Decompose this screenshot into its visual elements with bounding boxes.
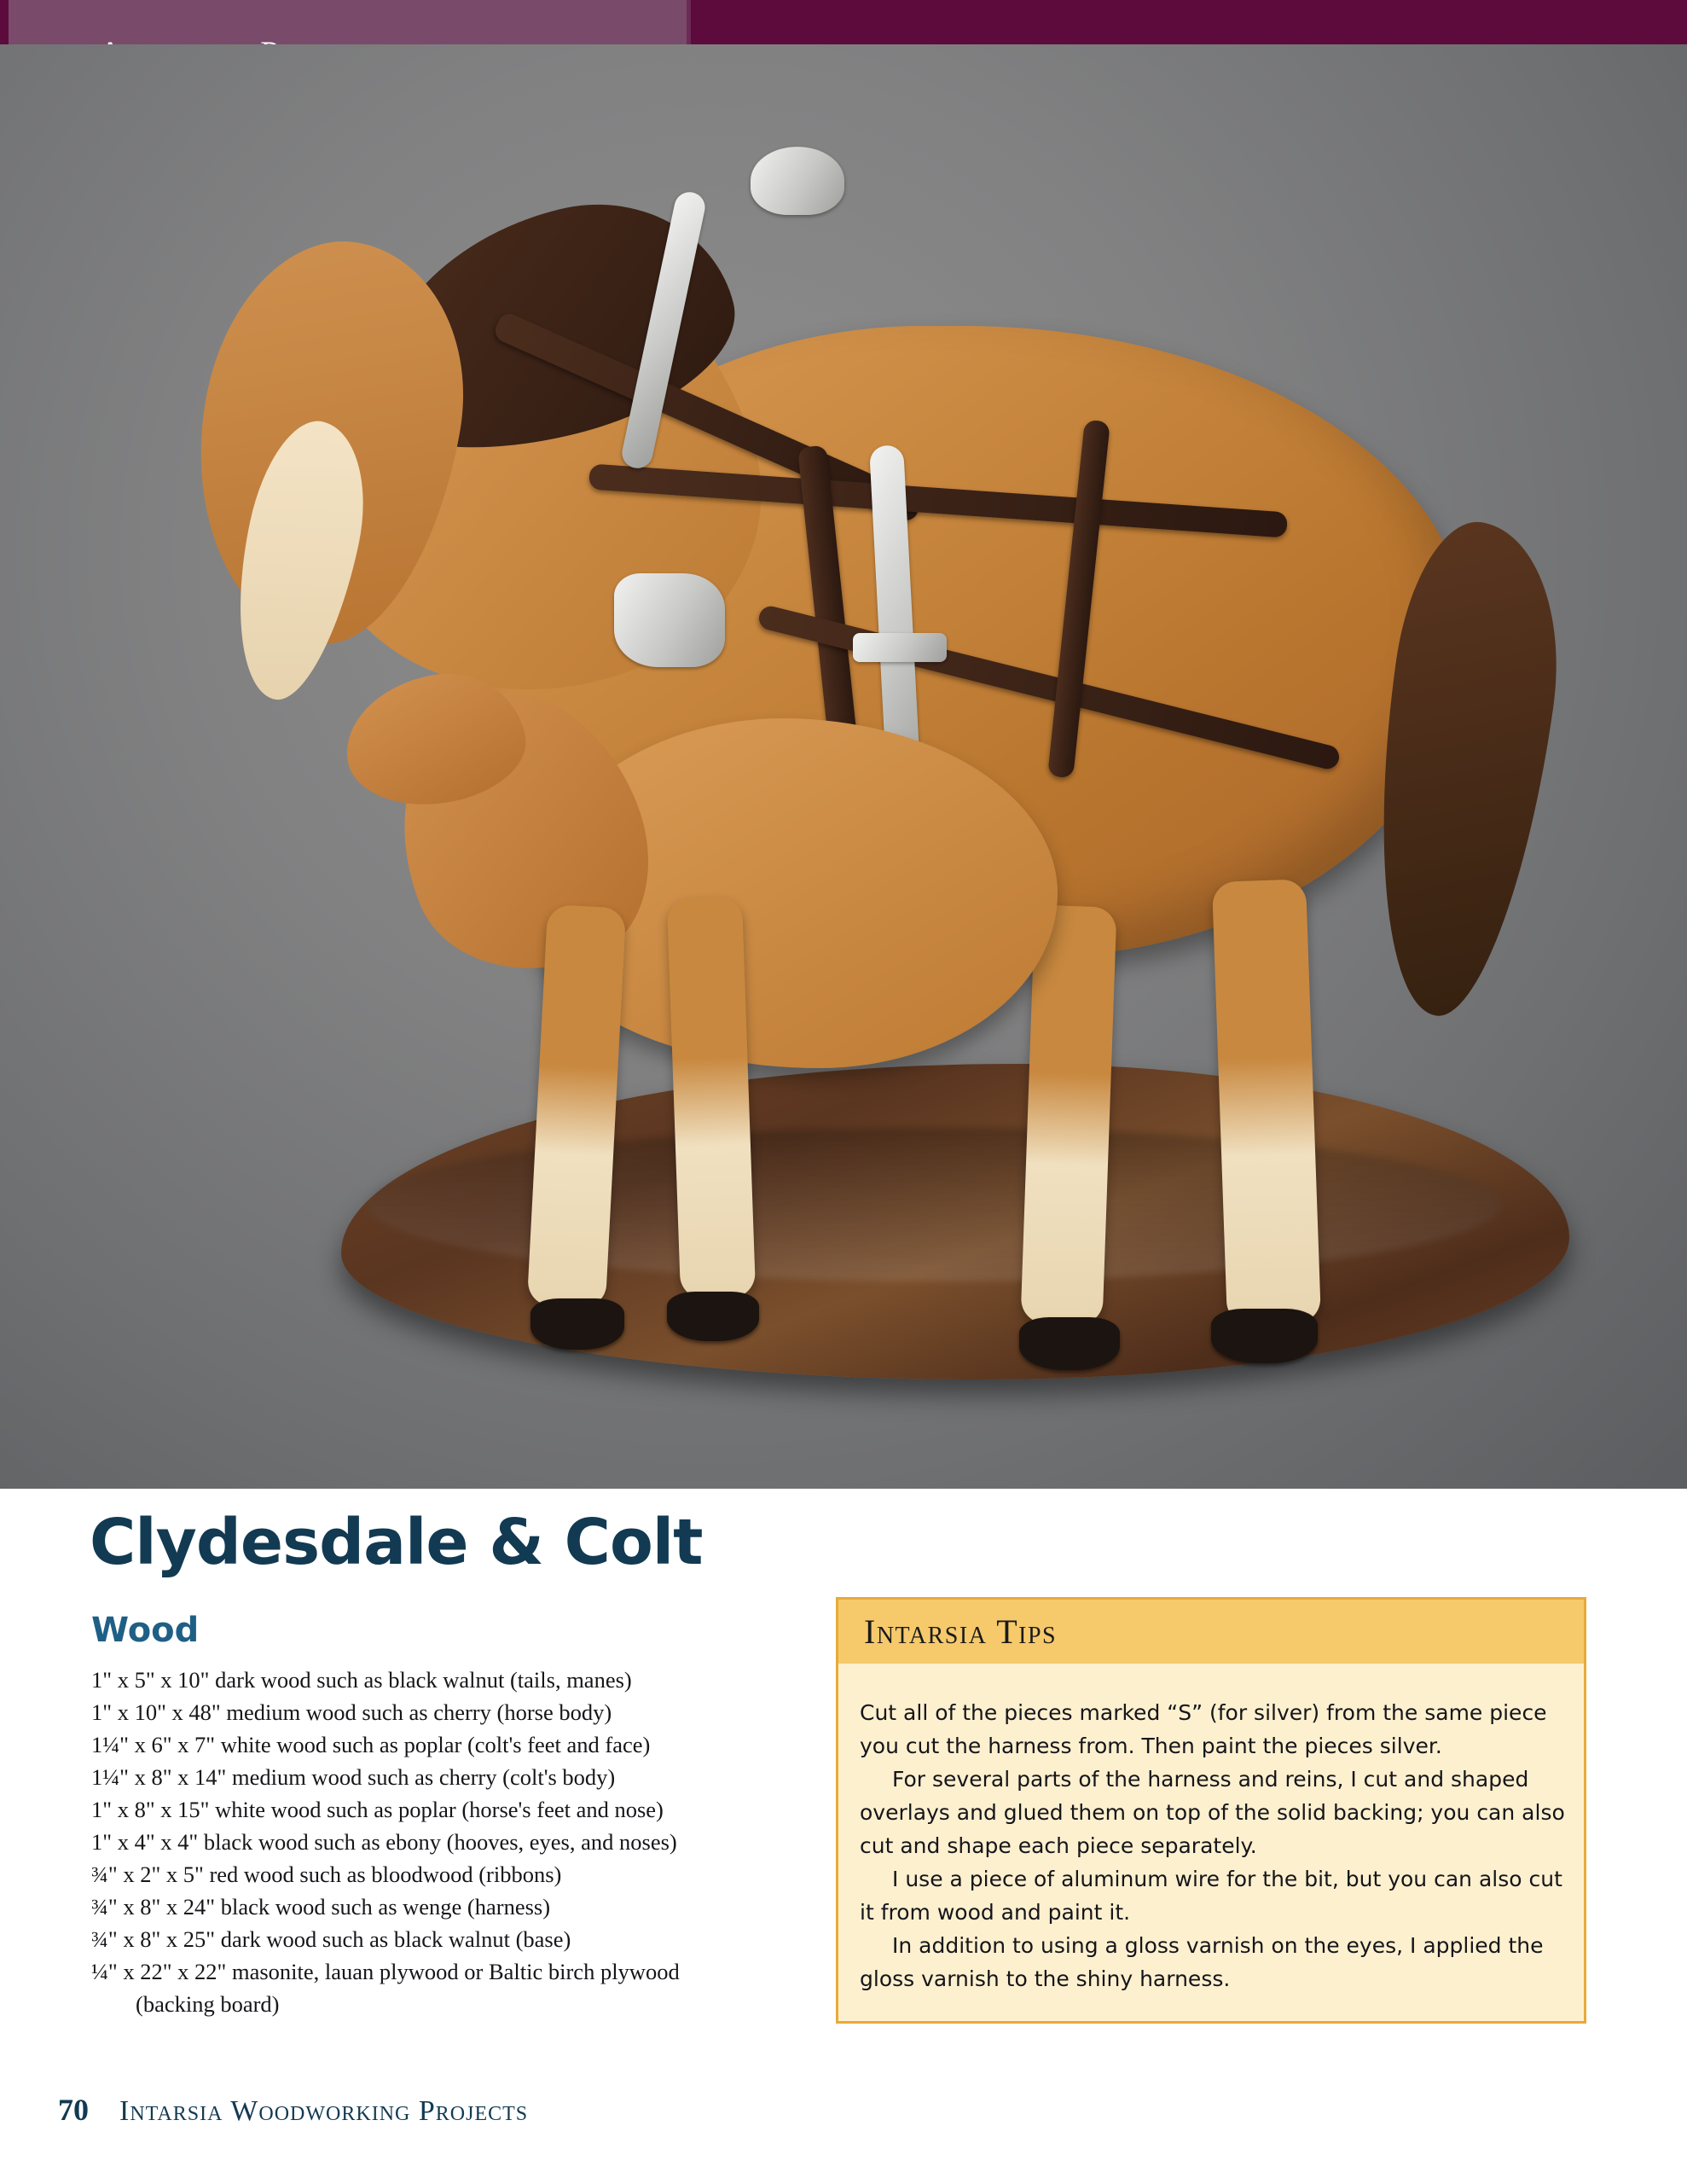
list-item: 1" x 8" x 15" white wood such as poplar (horse's feet and nose)	[91, 1797, 664, 1822]
list-item-continuation: (backing board)	[136, 1991, 280, 2017]
intarsia-tips-body	[860, 1696, 1568, 1995]
intarsia-tips-header	[836, 1597, 1586, 1664]
colt-hoof-shape	[530, 1298, 624, 1350]
tips-paragraph: I use a piece of aluminum wire for the bit, but you can also cut it from wood and paint it.	[860, 1867, 1562, 1925]
colt-leg-shape	[667, 897, 756, 1300]
list-item: 1" x 4" x 4" black wood such as ebony (hooves, eyes, and noses)	[91, 1829, 677, 1855]
horse-leg-shape	[1020, 904, 1116, 1325]
tips-paragraph: In addition to using a gloss varnish on the eyes, I applied the gloss varnish to the shiny harness.	[860, 1933, 1544, 1991]
list-item: ¼" x 22" x 22" masonite, lauan plywood or Baltic birch plywood	[91, 1959, 680, 1984]
project-photo	[0, 44, 1687, 1489]
list-item: 1" x 5" x 10" dark wood such as black walnut (tails, manes)	[91, 1667, 632, 1693]
page-number: 70	[58, 2093, 89, 2127]
wood-materials-list	[91, 1664, 799, 2020]
list-item: ¾" x 8" x 25" dark wood such as black walnut (base)	[91, 1926, 571, 1952]
silver-buckle-shape	[853, 633, 947, 662]
list-item: ¾" x 2" x 5" red wood such as bloodwood (ribbons)	[91, 1862, 562, 1887]
horse-leg-shape	[1212, 879, 1321, 1326]
wood-section-heading: Wood	[91, 1611, 200, 1650]
list-item: 1¼" x 8" x 14" medium wood such as cherry (colt's body)	[91, 1764, 616, 1790]
list-item: ¾" x 8" x 24" black wood such as wenge (harness)	[91, 1894, 551, 1920]
running-head: Intarsia Woodworking Projects	[119, 2095, 529, 2127]
horse-hoof-shape	[1211, 1309, 1318, 1363]
list-item: 1¼" x 6" x 7" white wood such as poplar (colt's feet and face)	[91, 1732, 651, 1757]
silver-finial-shape	[751, 147, 844, 215]
intarsia-tips-heading: Intarsia Tips	[864, 1612, 1058, 1651]
silver-ornament-shape	[614, 573, 725, 667]
horse-hoof-shape	[1019, 1317, 1120, 1370]
page-title: Clydesdale & Colt	[90, 1506, 703, 1579]
colt-hoof-shape	[667, 1292, 759, 1341]
tips-paragraph: Cut all of the pieces marked “S” (for silver) from the same piece you cut the harness from. Then paint the pieces silver.	[860, 1700, 1547, 1758]
tips-paragraph: For several parts of the harness and reins, I cut and shaped overlays and glued them on top of the solid backing; you can also cut and shape each piece separately.	[860, 1767, 1565, 1858]
list-item: 1" x 10" x 48" medium wood such as cherry (horse body)	[91, 1699, 612, 1725]
page-footer	[58, 2092, 528, 2128]
